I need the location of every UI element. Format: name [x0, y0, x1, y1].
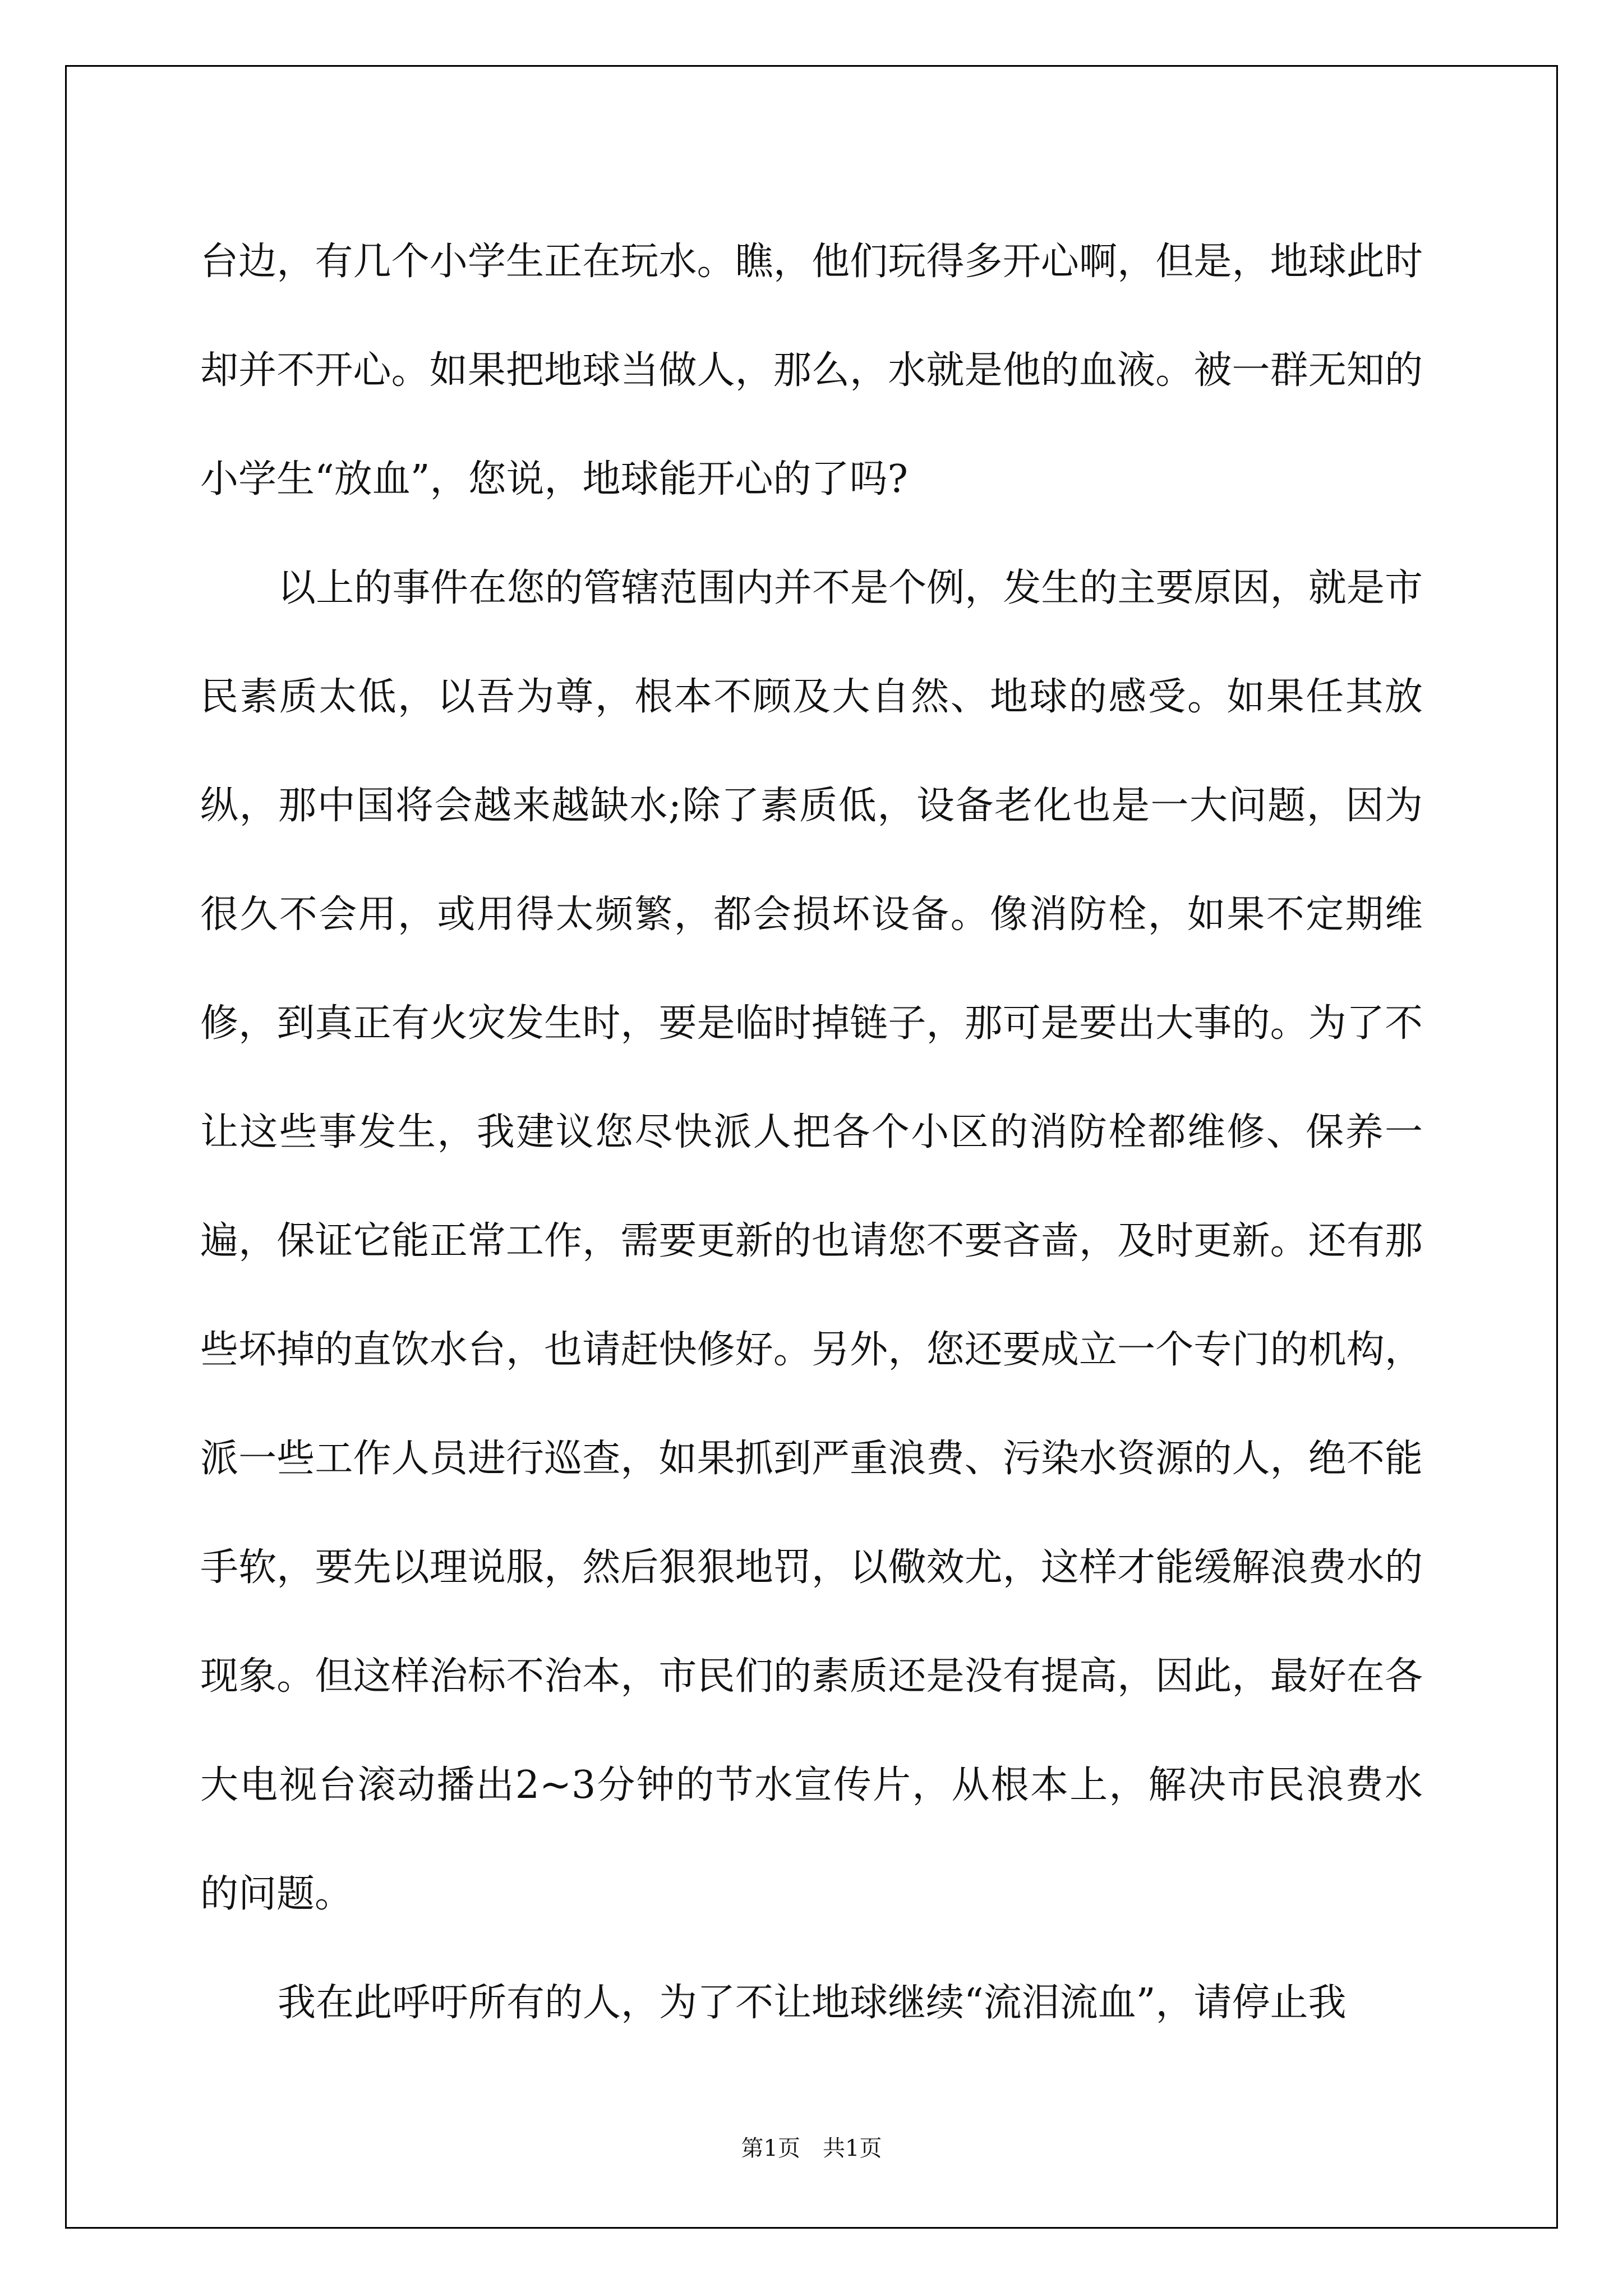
page-footer [0, 2132, 1623, 2165]
paragraph-3: 我在此呼吁所有的人，为了不让地球继续“流泪流血”，请停止我 [278, 1981, 1347, 2025]
page-number-label: 第1页 共1页 [741, 2136, 882, 2161]
document-body [200, 208, 1423, 2058]
paragraph-1: 台边，有几个小学生正在玩水。瞧，他们玩得多开心啊，但是，地球此时却并不开心。如果把地球当做人，那么，水就是他的血液。被一群无知的小学生“放血”，您说，地球能开心的了吗? [200, 240, 1423, 501]
paragraph-2: 以上的事件在您的管辖范围内并不是个例，发生的主要原因，就是市民素质太低，以吾为尊，根本不顾及大自然、地球的感受。如果任其放纵，那中国将会越来越缺水;除了素质低，设备老化也是一大问题，因为很久不会用，或用得太频繁，都会损坏设备。像消防栓，如果不定期维修，到真正有火灾发生时，要是临时掉链子，那可是要出大事的。为了不让这些事发生，我建议您尽快派人把各个小区的消防栓都维修、保养一遍，保证它能正常工作，需要更新的也请您不要吝啬，及时更新。还有那些坏掉的直饮水台，也请赶快修好。另外，您还要成立一个专门的机构，派一些工作人员进行巡查，如果抓到严重浪费、污染水资源的人，绝不能手软，要先以理说服，然后狠狠地罚，以儆效尤，这样才能缓解浪费水的现象。但这样治标不治本，市民们的素质还是没有提高，因此，最好在各大电视台滚动播出2~3分钟的节水宣传片，从根本上，解决市民浪费水的问题。 [200, 566, 1423, 1916]
